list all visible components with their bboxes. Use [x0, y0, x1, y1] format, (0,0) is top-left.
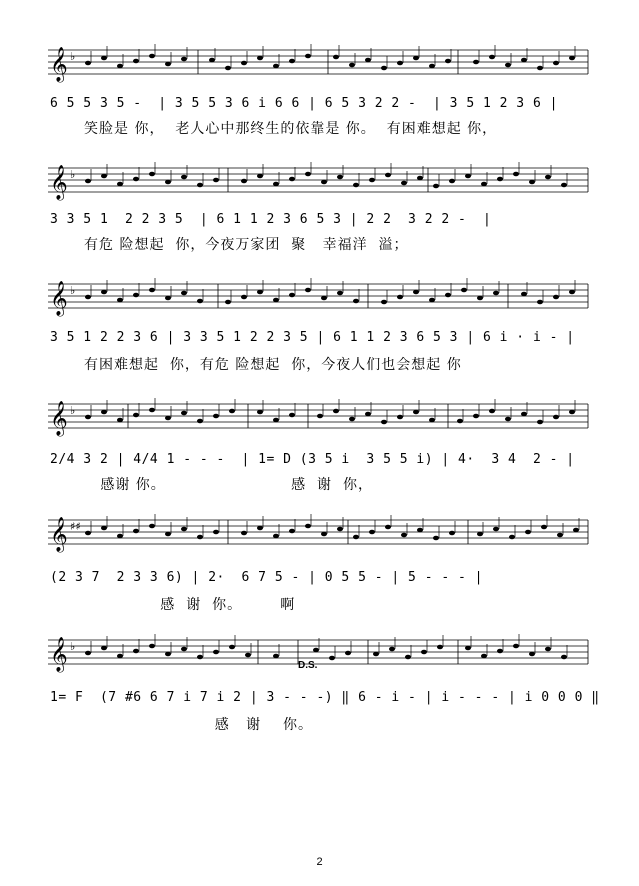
note-head — [401, 181, 407, 186]
treble-clef-icon: 𝄞 — [50, 165, 68, 200]
note-head — [229, 409, 235, 414]
note-head — [181, 57, 187, 62]
note-head — [337, 291, 343, 296]
note-head — [521, 58, 527, 63]
note-head — [85, 531, 91, 536]
note-head — [561, 183, 567, 188]
note-head — [181, 527, 187, 532]
note-head — [213, 530, 219, 535]
note-head — [401, 533, 407, 538]
note-head — [117, 182, 123, 187]
note-head — [241, 531, 247, 536]
note-head — [557, 533, 563, 538]
note-head — [241, 295, 247, 300]
note-head — [365, 412, 371, 417]
note-head — [561, 655, 567, 660]
note-head — [329, 656, 335, 661]
note-head — [101, 410, 107, 415]
note-head — [521, 292, 527, 297]
note-head — [433, 184, 439, 189]
note-head — [553, 415, 559, 420]
note-head — [413, 290, 419, 295]
note-head — [197, 299, 203, 304]
note-head — [473, 414, 479, 419]
note-head — [537, 300, 543, 305]
jianpu-row-3: 3 5 1 2 2 3 6 | 3 3 5 1 2 2 3 5 | 6 1 1 2 3 6 5 3 | 6 i · i - | — [50, 330, 575, 345]
note-head — [381, 420, 387, 425]
note-head — [525, 530, 531, 535]
note-head — [437, 645, 443, 650]
note-head — [449, 531, 455, 536]
note-head — [481, 182, 487, 187]
note-head — [545, 175, 551, 180]
note-head — [165, 652, 171, 657]
staff-row-5 — [48, 512, 588, 552]
note-head — [521, 412, 527, 417]
note-head — [573, 528, 579, 533]
note-head — [553, 295, 559, 300]
note-head — [569, 410, 575, 415]
note-head — [305, 288, 311, 293]
note-head — [389, 647, 395, 652]
note-head — [149, 288, 155, 293]
note-head — [493, 291, 499, 296]
note-head — [465, 646, 471, 651]
note-head — [101, 526, 107, 531]
note-head — [445, 293, 451, 298]
note-head — [289, 529, 295, 534]
note-head — [365, 58, 371, 63]
note-head — [417, 528, 423, 533]
note-head — [305, 54, 311, 59]
note-head — [257, 290, 263, 295]
staff-row-2 — [48, 160, 588, 200]
note-head — [313, 648, 319, 653]
note-head — [85, 61, 91, 66]
note-head — [165, 296, 171, 301]
note-head — [197, 655, 203, 660]
note-head — [493, 527, 499, 532]
note-head — [373, 652, 379, 657]
note-head — [433, 536, 439, 541]
treble-clef-icon: 𝄞 — [50, 401, 68, 436]
flat-key-icon: ♭ — [70, 404, 76, 417]
staff-lines — [48, 512, 588, 552]
note-head — [513, 172, 519, 177]
flat-key-icon: ♭ — [70, 640, 76, 653]
staff-row-3 — [48, 276, 588, 316]
note-head — [289, 59, 295, 64]
note-head — [397, 61, 403, 66]
note-head — [321, 180, 327, 185]
note-head — [117, 298, 123, 303]
note-head — [481, 654, 487, 659]
note-head — [505, 417, 511, 422]
note-head — [181, 647, 187, 652]
note-head — [349, 63, 355, 68]
note-head — [569, 290, 575, 295]
note-head — [305, 524, 311, 529]
note-head — [165, 532, 171, 537]
lyrics-row-6: 感 谢 你。 — [84, 717, 313, 733]
jianpu-row-4: 2/4 3 2 | 4/4 1 - - - | 1= D (3 5 i 3 5 5 i) | 4· 3 4 2 - | — [50, 452, 575, 467]
jianpu-row-5: (2 3 7 2 3 3 6) | 2· 6 7 5 - | 0 5 5 - | 5 - - - | — [50, 570, 483, 585]
note-head — [529, 652, 535, 657]
note-head — [181, 291, 187, 296]
treble-clef-icon: 𝄞 — [50, 47, 68, 82]
note-head — [429, 298, 435, 303]
note-head — [101, 56, 107, 61]
note-head — [397, 295, 403, 300]
note-head — [505, 63, 511, 68]
note-head — [85, 415, 91, 420]
note-head — [273, 418, 279, 423]
note-head — [229, 645, 235, 650]
note-head — [509, 535, 515, 540]
note-head — [289, 413, 295, 418]
note-head — [569, 56, 575, 61]
note-head — [117, 418, 123, 423]
note-head — [133, 177, 139, 182]
note-head — [257, 56, 263, 61]
note-head — [149, 408, 155, 413]
note-head — [541, 525, 547, 530]
note-head — [553, 61, 559, 66]
note-head — [497, 649, 503, 654]
note-head — [85, 179, 91, 184]
note-head — [381, 66, 387, 71]
note-head — [117, 64, 123, 69]
note-head — [545, 647, 551, 652]
note-head — [213, 650, 219, 655]
staff-lines — [48, 632, 588, 672]
treble-clef-icon: 𝄞 — [50, 281, 68, 316]
note-head — [117, 654, 123, 659]
note-head — [369, 530, 375, 535]
note-head — [385, 525, 391, 530]
note-head — [449, 179, 455, 184]
note-head — [289, 293, 295, 298]
note-head — [245, 653, 251, 658]
ds-marking: D.S. — [298, 660, 318, 671]
note-head — [333, 409, 339, 414]
note-head — [133, 59, 139, 64]
note-head — [273, 534, 279, 539]
note-head — [349, 417, 355, 422]
note-head — [101, 646, 107, 651]
note-head — [133, 649, 139, 654]
note-head — [257, 174, 263, 179]
note-head — [457, 419, 463, 424]
note-head — [345, 651, 351, 656]
note-head — [513, 644, 519, 649]
note-head — [429, 418, 435, 423]
jianpu-row-6: 1= F (7 #6 6 7 i 7 i 2 | 3 - - -) ‖ 6 - i - | i - - - | i 0 0 0 ‖ — [50, 690, 600, 705]
note-head — [197, 183, 203, 188]
sharp-key-icon: ♯♯ — [70, 520, 81, 533]
note-head — [101, 174, 107, 179]
note-head — [133, 413, 139, 418]
note-head — [101, 290, 107, 295]
note-head — [397, 415, 403, 420]
note-head — [165, 62, 171, 67]
note-head — [473, 60, 479, 65]
note-head — [133, 529, 139, 534]
note-head — [405, 655, 411, 660]
page-number: 2 — [316, 856, 323, 868]
note-head — [333, 55, 339, 60]
note-head — [181, 411, 187, 416]
lyrics-row-4: 感谢 你。 感 谢 你， — [84, 477, 373, 493]
treble-clef-icon: 𝄞 — [50, 517, 68, 552]
note-head — [117, 534, 123, 539]
jianpu-row-2: 3 3 5 1 2 2 3 5 | 6 1 1 2 3 6 5 3 | 2 2 3 2 2 - | — [50, 212, 492, 227]
note-head — [337, 175, 343, 180]
note-head — [181, 175, 187, 180]
staff-lines — [48, 160, 588, 200]
note-head — [413, 56, 419, 61]
note-head — [417, 176, 423, 181]
note-head — [273, 298, 279, 303]
flat-key-icon: ♭ — [70, 284, 76, 297]
note-head — [353, 535, 359, 540]
note-head — [213, 414, 219, 419]
note-head — [197, 419, 203, 424]
note-head — [197, 535, 203, 540]
note-head — [537, 420, 543, 425]
note-head — [381, 300, 387, 305]
note-head — [537, 66, 543, 71]
lyrics-row-1: 笑脸是 你， 老人心中那终生的依靠是 你。 有困难想起 你， — [84, 121, 498, 137]
note-head — [465, 174, 471, 179]
note-head — [321, 296, 327, 301]
staff-lines — [48, 276, 588, 316]
staff-row-6 — [48, 632, 588, 672]
note-head — [257, 526, 263, 531]
note-head — [133, 293, 139, 298]
note-head — [165, 416, 171, 421]
note-head — [489, 409, 495, 414]
note-head — [461, 288, 467, 293]
flat-key-icon: ♭ — [70, 168, 76, 181]
treble-clef-icon: 𝄞 — [50, 637, 68, 672]
note-head — [149, 644, 155, 649]
note-head — [385, 173, 391, 178]
staff-row-1 — [48, 42, 588, 82]
note-head — [477, 296, 483, 301]
note-head — [497, 177, 503, 182]
note-head — [529, 180, 535, 185]
note-head — [85, 651, 91, 656]
note-head — [149, 524, 155, 529]
note-head — [489, 55, 495, 60]
flat-key-icon: ♭ — [70, 50, 76, 63]
lyrics-row-5: 感 谢 你。 啊 — [84, 597, 296, 613]
staff-lines — [48, 396, 588, 436]
note-head — [85, 295, 91, 300]
lyrics-row-2: 有危 险想起 你，今夜万家团 聚 幸福洋 溢； — [84, 237, 409, 253]
note-head — [445, 59, 451, 64]
note-head — [241, 61, 247, 66]
note-head — [273, 64, 279, 69]
note-head — [421, 650, 427, 655]
note-head — [241, 179, 247, 184]
note-head — [213, 178, 219, 183]
note-head — [429, 64, 435, 69]
note-head — [305, 172, 311, 177]
note-head — [477, 532, 483, 537]
note-head — [165, 180, 171, 185]
note-head — [413, 410, 419, 415]
jianpu-row-1: 6 5 5 3 5 - | 3 5 5 3 6 i 6 6 | 6 5 3 2 2 - | 3 5 1 2 3 6 | — [50, 96, 558, 111]
note-head — [353, 183, 359, 188]
note-head — [273, 182, 279, 187]
note-head — [149, 172, 155, 177]
note-head — [369, 178, 375, 183]
note-head — [353, 299, 359, 304]
note-head — [225, 300, 231, 305]
note-head — [257, 410, 263, 415]
note-head — [273, 654, 279, 659]
note-head — [317, 414, 323, 419]
note-head — [321, 532, 327, 537]
note-head — [289, 177, 295, 182]
note-head — [209, 58, 215, 63]
note-head — [225, 66, 231, 71]
staff-row-4 — [48, 396, 588, 436]
staff-lines — [48, 42, 588, 82]
note-head — [337, 527, 343, 532]
lyrics-row-3: 有困难想起 你，有危 险想起 你，今夜人们也会想起 你 — [84, 357, 462, 373]
note-head — [149, 54, 155, 59]
